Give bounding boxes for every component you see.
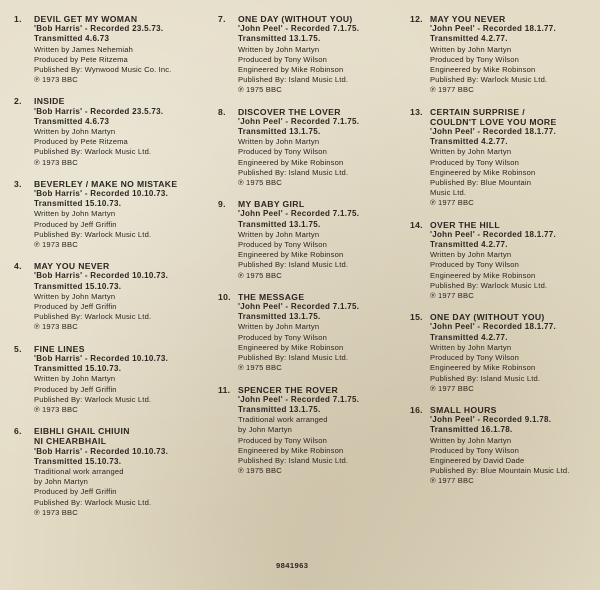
- credit-line: Traditional work arranged: [238, 415, 328, 425]
- credit-line: Produced by Pete Ritzema: [34, 137, 128, 147]
- track-title: CERTAIN SURPRISE /: [430, 106, 525, 117]
- track-number: 12.: [410, 14, 423, 24]
- session-transmitted: Transmitted 15.10.73.: [34, 456, 122, 466]
- session-recorded: 'John Peel' - Recorded 18.1.77.: [430, 322, 557, 332]
- track-entry: [14, 261, 210, 332]
- track-title: ONE DAY (WITHOUT YOU): [430, 312, 545, 323]
- track-entry: [14, 426, 210, 518]
- credit-line: Written by John Martyn: [238, 322, 320, 332]
- session-recorded: 'John Peel' - Recorded 18.1.77.: [430, 24, 557, 34]
- credit-line: Produced by Tony Wilson: [238, 332, 327, 342]
- catalog-number: 9841963: [276, 561, 309, 570]
- credit-line: Engineered by Mike Robinson: [238, 342, 344, 352]
- track-title: SPENCER THE ROVER: [238, 384, 339, 395]
- credit-line: Published By: Blue Mountain: [430, 178, 532, 188]
- track-title: DISCOVER THE LOVER: [238, 106, 341, 117]
- credit-line: ℗ 1973 BBC: [34, 75, 78, 85]
- credit-line: Produced by Tony Wilson: [430, 157, 519, 167]
- track-number: 14.: [410, 219, 423, 230]
- track-title: DEVIL GET MY WOMAN: [34, 14, 138, 24]
- credit-line: Published By: Warlock Music Ltd.: [430, 75, 548, 85]
- credit-line: Engineered by Mike Robinson: [238, 157, 344, 167]
- credit-line: Written by John Martyn: [34, 291, 116, 301]
- credit-line: Written by James Nehemiah: [34, 44, 133, 54]
- session-recorded: 'John Peel' - Recorded 7.1.75.: [238, 394, 360, 404]
- credit-line: Produced by Tony Wilson: [238, 435, 327, 445]
- track-number: 9.: [218, 199, 226, 210]
- track-title: THE MESSAGE: [238, 291, 305, 302]
- credit-line: Produced by Tony Wilson: [238, 240, 327, 250]
- track-entry: [218, 107, 406, 189]
- credit-line: ℗ 1975 BBC: [238, 270, 282, 280]
- credit-line: Published By: Island Music Ltd.: [238, 353, 349, 363]
- credit-line: Written by John Martyn: [238, 229, 320, 239]
- credit-line: Written by John Martyn: [430, 342, 512, 352]
- track-entry: [14, 179, 210, 250]
- credit-line: Produced by Tony Wilson: [238, 147, 327, 157]
- credit-line: Engineered by Mike Robinson: [238, 445, 344, 455]
- track-title: COULDN'T LOVE YOU MORE: [430, 116, 557, 127]
- credit-line: Produced by Jeff Griffin: [34, 384, 117, 394]
- credit-line: Published By: Warlock Music Ltd.: [34, 497, 152, 507]
- track-entry: [14, 96, 210, 167]
- credit-line: Published By: Island Music Ltd.: [238, 260, 349, 270]
- credit-line: Published By: Island Music Ltd.: [238, 75, 349, 85]
- credit-line: Engineered by Mike Robinson: [430, 363, 536, 373]
- session-transmitted: Transmitted 4.2.77.: [430, 240, 508, 250]
- credit-line: Produced by Tony Wilson: [238, 54, 327, 64]
- track-number: 1.: [14, 14, 22, 24]
- credit-line: ℗ 1977 BBC: [430, 85, 474, 95]
- track-title: EIBHLI GHAIL CHIUIN: [34, 426, 130, 437]
- credit-line: ℗ 1973 BBC: [34, 240, 78, 250]
- track-number: 8.: [218, 106, 226, 117]
- track-number: 16.: [410, 404, 423, 415]
- session-recorded: 'Bob Harris' - Recorded 10.10.73.: [34, 446, 169, 456]
- credit-line: ℗ 1973 BBC: [34, 157, 78, 167]
- session-recorded: 'Bob Harris' - Recorded 23.5.73.: [34, 106, 164, 116]
- credit-line: Produced by Tony Wilson: [430, 260, 519, 270]
- session-transmitted: Transmitted 13.1.75.: [238, 404, 321, 414]
- session-transmitted: Transmitted 4.2.77.: [430, 137, 508, 147]
- credit-line: Published By: Warlock Music Ltd.: [430, 280, 548, 290]
- credit-line: ℗ 1975 BBC: [238, 178, 282, 188]
- credit-line: Produced by Jeff Griffin: [34, 302, 117, 312]
- credit-line: Engineered by Mike Robinson: [430, 65, 536, 75]
- track-entry: [218, 385, 406, 477]
- tracklist-column-1: [14, 14, 210, 529]
- credit-line: Published By: Warlock Music Ltd.: [34, 312, 152, 322]
- credit-line: by John Martyn: [238, 425, 293, 435]
- session-transmitted: Transmitted 16.1.78.: [430, 425, 513, 435]
- track-entry: [410, 220, 594, 302]
- credit-line: Written by John Martyn: [238, 137, 320, 147]
- credit-line: ℗ 1973 BBC: [34, 507, 78, 517]
- track-title: MY BABY GIRL: [238, 199, 305, 210]
- track-entry: [410, 405, 594, 487]
- session-transmitted: Transmitted 13.1.75.: [238, 219, 321, 229]
- credit-line: Engineered by Mike Robinson: [238, 250, 344, 260]
- credit-line: Published By: Island Music Ltd.: [238, 167, 349, 177]
- track-number: 11.: [218, 384, 231, 395]
- track-entry: [14, 14, 210, 85]
- credit-line: Written by John Martyn: [238, 44, 320, 54]
- credit-line: Published By: Warlock Music Ltd.: [34, 147, 152, 157]
- session-recorded: 'John Peel' - Recorded 7.1.75.: [238, 116, 360, 126]
- credit-line: Produced by Tony Wilson: [430, 445, 519, 455]
- credit-line: ℗ 1973 BBC: [34, 404, 78, 414]
- credit-line: Music Ltd.: [430, 188, 467, 198]
- session-transmitted: Transmitted 15.10.73.: [34, 281, 122, 291]
- session-recorded: 'John Peel' - Recorded 7.1.75.: [238, 24, 360, 34]
- session-recorded: 'Bob Harris' - Recorded 10.10.73.: [34, 271, 169, 281]
- track-number: 3.: [14, 178, 22, 189]
- session-recorded: 'John Peel' - Recorded 7.1.75.: [238, 302, 360, 312]
- credit-line: Engineered by Mike Robinson: [430, 167, 536, 177]
- track-title: INSIDE: [34, 96, 65, 107]
- session-recorded: 'Bob Harris' - Recorded 10.10.73.: [34, 189, 169, 199]
- track-title: BEVERLEY / MAKE NO MISTAKE: [34, 178, 178, 189]
- credit-line: Produced by Jeff Griffin: [34, 487, 117, 497]
- session-recorded: 'John Peel' - Recorded 18.1.77.: [430, 127, 557, 137]
- track-title: NI CHEARBHAIL: [34, 436, 107, 447]
- track-number: 2.: [14, 96, 22, 107]
- credit-line: ℗ 1973 BBC: [34, 322, 78, 332]
- session-transmitted: Transmitted 13.1.75.: [238, 127, 321, 137]
- track-entry: [218, 199, 406, 281]
- session-recorded: 'John Peel' - Recorded 9.1.78.: [430, 415, 552, 425]
- credit-line: Published By: Island Music Ltd.: [238, 455, 349, 465]
- credit-line: Published By: Warlock Music Ltd.: [34, 394, 152, 404]
- credit-line: ℗ 1975 BBC: [238, 466, 282, 476]
- track-number: 13.: [410, 106, 423, 117]
- credit-line: ℗ 1977 BBC: [430, 383, 474, 393]
- session-recorded: 'John Peel' - Recorded 18.1.77.: [430, 229, 557, 239]
- credit-line: Written by John Martyn: [430, 250, 512, 260]
- session-transmitted: Transmitted 15.10.73.: [34, 364, 122, 374]
- credit-line: Produced by Tony Wilson: [430, 353, 519, 363]
- credit-line: ℗ 1977 BBC: [430, 198, 474, 208]
- credit-line: ℗ 1975 BBC: [238, 85, 282, 95]
- credit-line: ℗ 1977 BBC: [430, 291, 474, 301]
- credit-line: Engineered by David Dade: [430, 455, 525, 465]
- track-title: MAY YOU NEVER: [34, 261, 110, 272]
- credit-line: by John Martyn: [34, 477, 89, 487]
- credit-line: Engineered by Mike Robinson: [430, 270, 536, 280]
- track-entry: [14, 344, 210, 415]
- track-number: 10.: [218, 291, 231, 302]
- credit-line: Published By: Wynwood Music Co. Inc.: [34, 65, 172, 75]
- session-recorded: 'Bob Harris' - Recorded 10.10.73.: [34, 353, 169, 363]
- credit-line: Produced by Pete Ritzema: [34, 54, 128, 64]
- track-title: FINE LINES: [34, 343, 85, 354]
- track-title: OVER THE HILL: [430, 219, 500, 230]
- track-title: ONE DAY (WITHOUT YOU): [238, 14, 353, 24]
- credit-line: Produced by Tony Wilson: [430, 54, 519, 64]
- tracklist-column-3: [410, 14, 594, 498]
- track-title: MAY YOU NEVER: [430, 14, 506, 24]
- track-entry: [410, 107, 594, 209]
- track-entry: [410, 312, 594, 394]
- credit-line: Written by John Martyn: [430, 147, 512, 157]
- credit-line: Written by John Martyn: [34, 374, 116, 384]
- session-recorded: 'John Peel' - Recorded 7.1.75.: [238, 209, 360, 219]
- credit-line: ℗ 1975 BBC: [238, 363, 282, 373]
- track-number: 7.: [218, 14, 226, 24]
- credit-line: Written by John Martyn: [34, 127, 116, 137]
- track-number: 6.: [14, 426, 22, 437]
- track-title: SMALL HOURS: [430, 404, 497, 415]
- credit-line: Traditional work arranged: [34, 466, 124, 476]
- tracklist-column-2: [218, 14, 406, 487]
- session-transmitted: Transmitted 13.1.75.: [238, 34, 321, 44]
- track-entry: [218, 292, 406, 374]
- session-transmitted: Transmitted 15.10.73.: [34, 199, 122, 209]
- session-transmitted: Transmitted 4.2.77.: [430, 332, 508, 342]
- credit-line: Published By: Warlock Music Ltd.: [34, 229, 152, 239]
- credit-line: Engineered by Mike Robinson: [238, 65, 344, 75]
- credit-line: Published By: Island Music Ltd.: [430, 373, 541, 383]
- track-number: 4.: [14, 261, 22, 272]
- credit-line: Published By: Blue Mountain Music Ltd.: [430, 466, 570, 476]
- track-entry: [218, 14, 406, 96]
- track-entry: [410, 14, 594, 96]
- session-transmitted: Transmitted 4.6.73: [34, 34, 110, 44]
- credit-line: Written by John Martyn: [430, 435, 512, 445]
- session-transmitted: Transmitted 13.1.75.: [238, 312, 321, 322]
- credit-line: ℗ 1977 BBC: [430, 476, 474, 486]
- session-transmitted: Transmitted 4.2.77.: [430, 34, 508, 44]
- session-transmitted: Transmitted 4.6.73: [34, 116, 110, 126]
- track-number: 5.: [14, 343, 22, 354]
- credit-line: Produced by Jeff Griffin: [34, 219, 117, 229]
- credit-line: Written by John Martyn: [34, 209, 116, 219]
- credit-line: Written by John Martyn: [430, 44, 512, 54]
- session-recorded: 'Bob Harris' - Recorded 23.5.73.: [34, 24, 164, 34]
- track-number: 15.: [410, 312, 423, 323]
